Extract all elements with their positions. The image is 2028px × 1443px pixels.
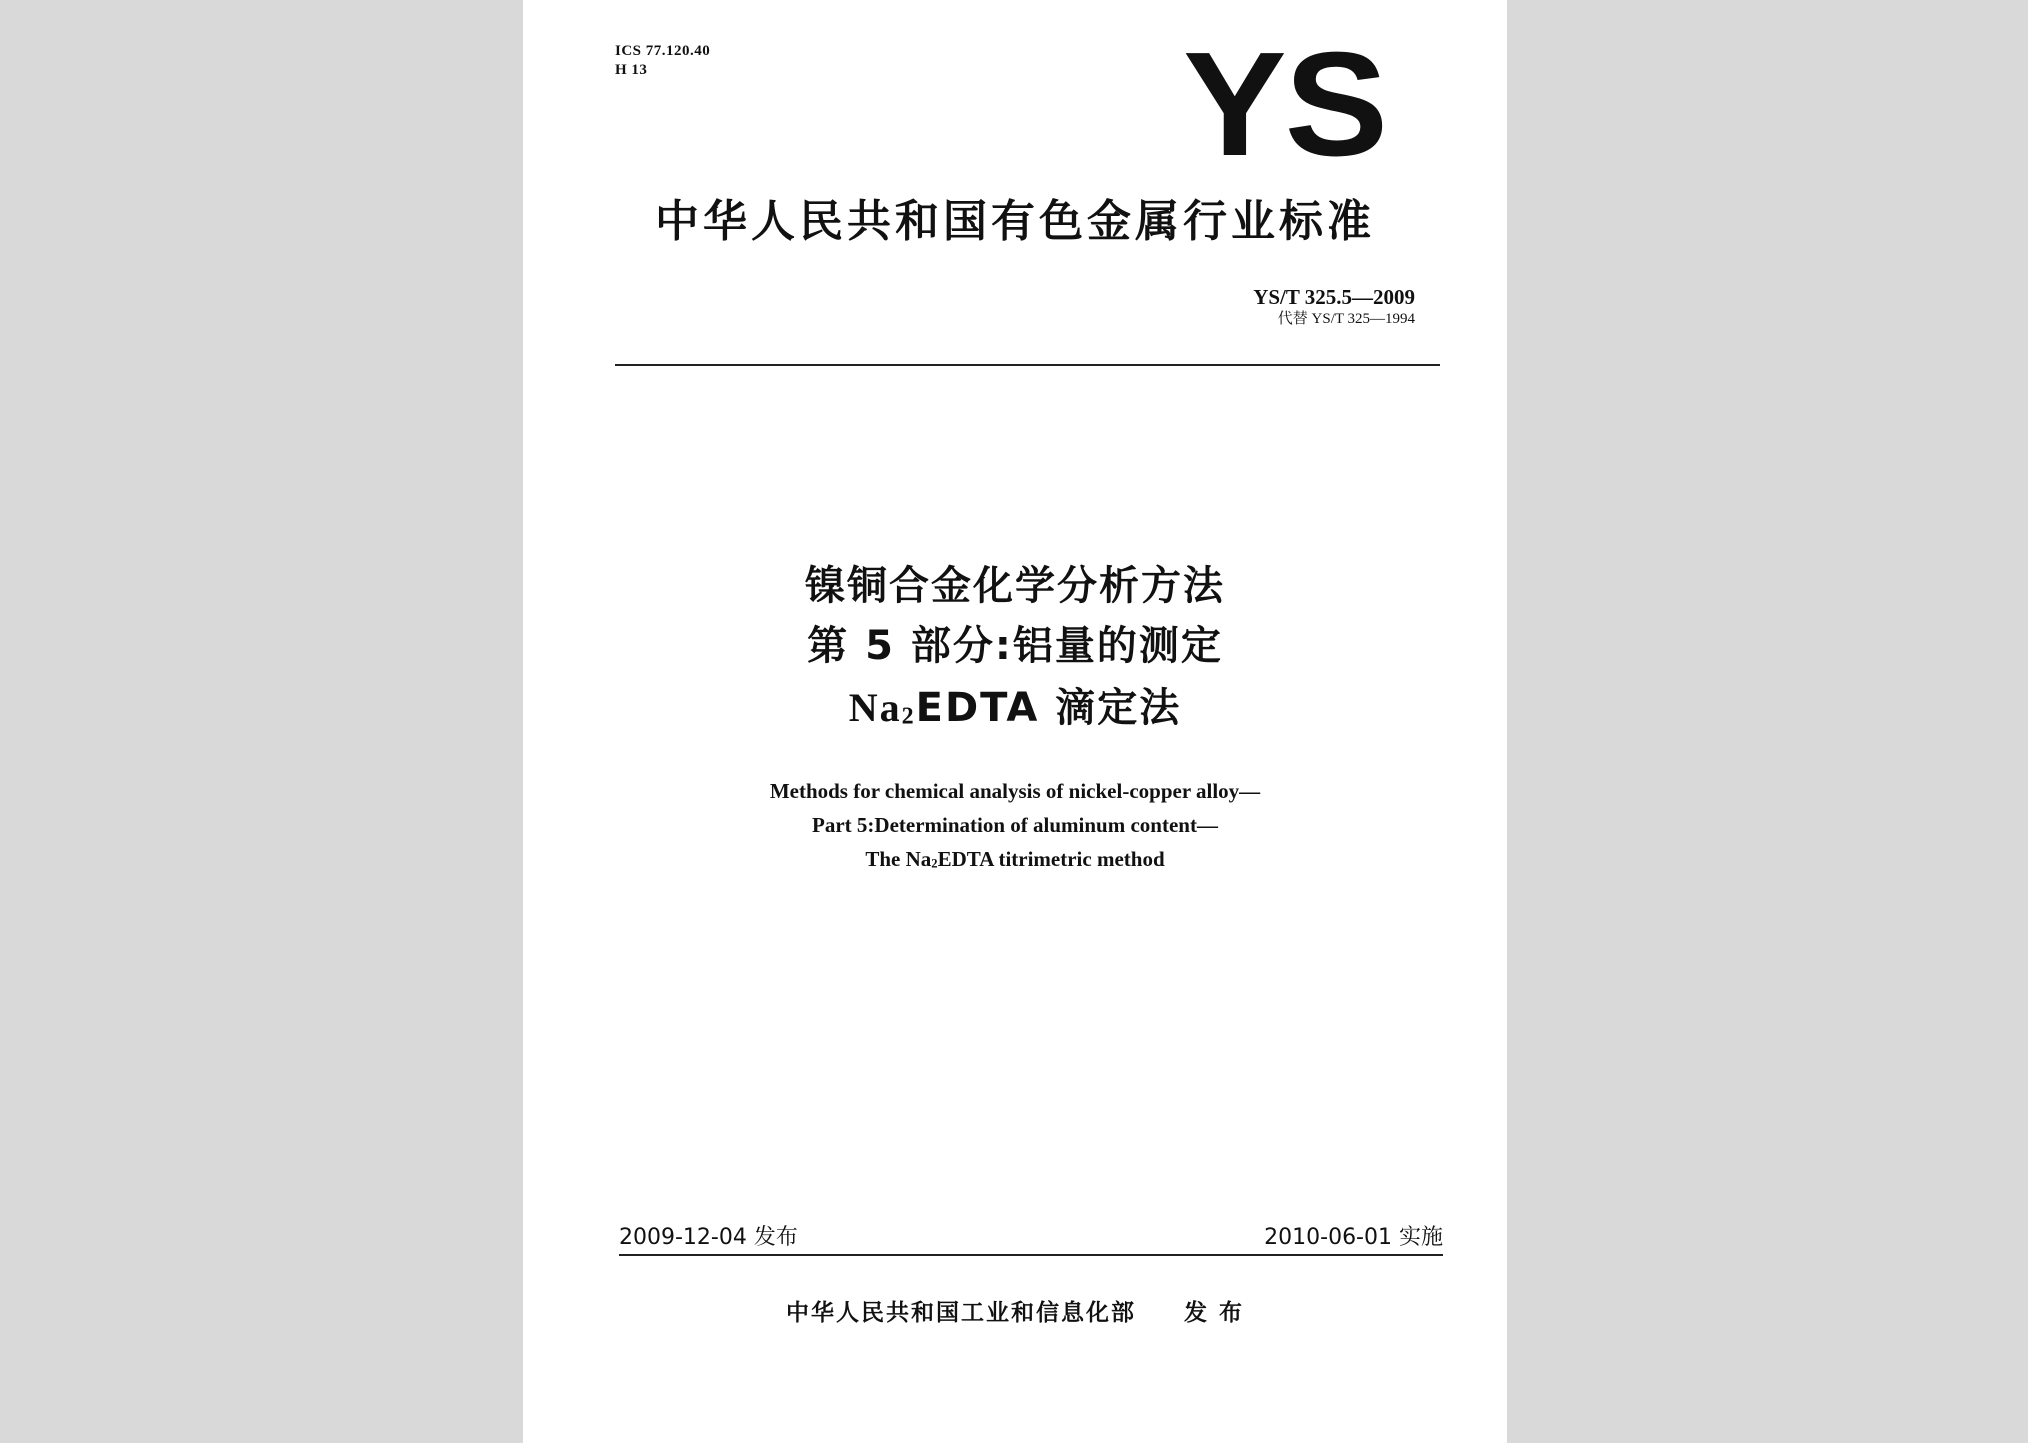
publisher-line <box>523 1298 1507 1328</box>
title-cn-line3 <box>523 678 1507 738</box>
title-cn-line3-sub: 2 <box>901 703 916 730</box>
title-en-line3-sub: 2 <box>931 856 938 871</box>
ccs-code: H 13 <box>615 62 648 78</box>
classification-codes <box>615 42 710 80</box>
implementation-date: 2010-06-01 实施 <box>1264 1225 1443 1250</box>
publisher-name: 中华人民共和国工业和信息化部 <box>785 1300 1136 1326</box>
title-en-line1: Methods for chemical analysis of nickel-copper alloy— <box>769 779 1261 803</box>
document-page <box>523 0 1507 1443</box>
title-en-line2: Part 5:Determination of aluminum content— <box>812 813 1218 837</box>
ys-logo: YS <box>1183 22 1387 187</box>
title-cn-line2: 第 5 部分:铝量的测定 <box>807 623 1223 669</box>
footer-divider <box>619 1254 1443 1256</box>
title-cn-line3-suffix: EDTA 滴定法 <box>915 685 1182 731</box>
industry-standard-title: 中华人民共和国有色金属行业标准 <box>655 196 1375 247</box>
title-cn-line3-prefix: Na <box>848 685 902 730</box>
title-cn-line1: 镍铜合金化学分析方法 <box>805 563 1225 609</box>
standard-code: YS/T 325.5—2009 <box>1253 285 1415 309</box>
title-en-line3-prefix: The Na <box>865 847 932 871</box>
issue-date: 2009-12-04 发布 <box>619 1225 798 1250</box>
ics-code: ICS 77.120.40 <box>615 43 711 59</box>
publisher-action: 发 布 <box>1183 1300 1244 1326</box>
title-en-line3 <box>523 842 1507 876</box>
replaces-code: 代替 YS/T 325—1994 <box>1277 311 1415 327</box>
header-divider <box>615 364 1440 366</box>
title-en-line3-suffix: EDTA titrimetric method <box>937 847 1165 871</box>
